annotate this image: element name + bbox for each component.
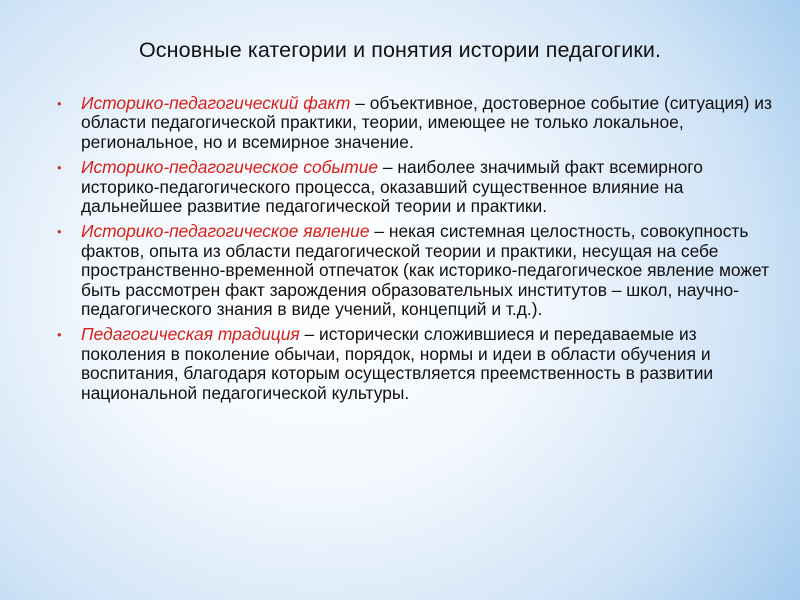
definitions-list bbox=[57, 94, 777, 409]
definition-text: – некая системная целостность, совокупность фактов, опыта из области педагогической теории и практики, несущая на себе пространственно-временной отпечаток (как историко-педагогическое явление может быть рассмотрен факт зарождения образовательных институтов – школ, научно-педагогического знания в виде учений, концепций и т.д.). bbox=[81, 221, 770, 320]
definition-text: – наиболее значимый факт всемирного историко-педагогического процесса, оказавший существенное влияние на дальнейшее развитие педагогической теории и практики. bbox=[81, 157, 703, 217]
bullet-icon: • bbox=[57, 327, 62, 343]
bullet-icon: • bbox=[57, 96, 62, 111]
bullet-icon: • bbox=[57, 224, 62, 240]
definition-text: – объективное, достоверное событие (ситуация) из области педагогической практики, теории, имеющее не только локальное, региональное, но и всемирное значение. bbox=[81, 93, 772, 152]
slide-title: Основные категории и понятия истории педагогики. bbox=[138, 38, 662, 62]
term-label: Историко-педагогическое событие bbox=[81, 157, 379, 178]
bullet-icon: • bbox=[57, 160, 62, 176]
list-item bbox=[57, 222, 777, 319]
definition-text: – исторически сложившиеся и передаваемые из поколения в поколение обычаи, порядок, нормы и идеи в области обучения и воспитания, благодаря которым осуществляется преемственность в развитии национальной педагогической культуры. bbox=[81, 324, 714, 403]
term-label: Историко-педагогическое явление bbox=[81, 221, 370, 242]
term-label: Историко-педагогический факт bbox=[81, 93, 351, 113]
list-item bbox=[57, 158, 777, 216]
list-item bbox=[57, 325, 777, 403]
list-item bbox=[57, 94, 777, 152]
term-label: Педагогическая традиция bbox=[81, 324, 300, 345]
